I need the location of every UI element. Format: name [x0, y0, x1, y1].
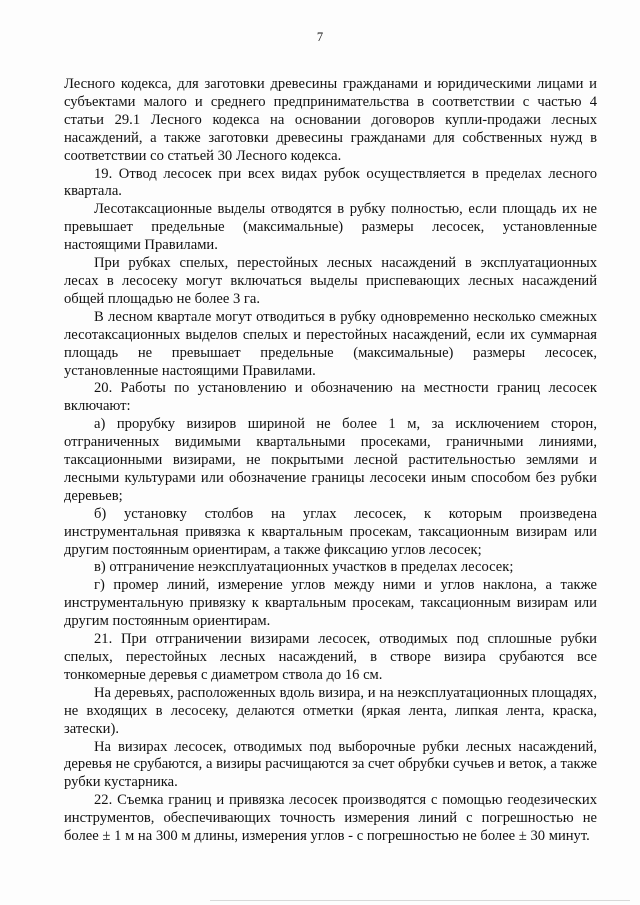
page-number: 7 — [316, 30, 324, 44]
paragraph-20-item-b: б) установку столбов на углах лесосек, к которым произведена инструментальная привязка к квартальным просекам, таксационным визирам или другим постоянным ориентирам, а также фиксацию углов лесосек; — [64, 505, 597, 558]
paragraph-20-item-g: г) промер линий, измерение углов между ними и углов наклона, а также инструментальную привязку к квартальным просекам, таксационным визирам или другим постоянным ориентирам. — [64, 577, 597, 630]
paragraph-20-item-a: а) прорубку визиров шириной не более 1 м, за исключением сторон, отграниченных видимыми квартальными просеками, граничными линиями, таксационными визирами, не покрытыми лесной растительностью землями и лесными культурами или обозначение границы лесосеки иным способом без рубки деревьев; — [64, 416, 597, 504]
paragraph-21: 21. При отграничении визирами лесосек, отводимых под сплошные рубки спелых, перестойных лесных насаждений, в створе визира срубаются все тонкомерные деревья с диаметром ствола до 16 см. — [64, 631, 597, 683]
paragraph-19-maturing-stands: При рубках спелых, перестойных лесных насаждений в эксплуатационных лесах в лесосеку могут включаться выделы приспевающих лесных насаждений общей площадью не более 3 га. — [64, 255, 597, 307]
paragraph-20: 20. Работы по установлению и обозначению на местности границ лесосек включают: — [64, 380, 597, 415]
paragraph-continuation: Лесного кодекса, для заготовки древесины гражданами и юридическими лицами и субъектами малого и среднего предпринимательства в соответствии с частью 4 статьи 29.1 Лесного кодекса на основании договоров купли-продажи лесных насаждений, а также заготовки древесины гражданами для собственных нужд в соответствии со статьей 30 Лесного кодекса. — [64, 76, 597, 164]
paragraph-21-marks: На деревьях, расположенных вдоль визира, и на неэксплуатационных площадях, не входящих в лесосеку, делаются отметки (яркая лента, липкая лента, краска, затески). — [64, 684, 597, 737]
paragraph-21-selective-cutting: На визирах лесосек, отводимых под выборочные рубки лесных насаждений, деревья не срубаются, а визиры расчищаются за счет обрубки сучьев и веток, а также рубки кустарника. — [64, 738, 597, 791]
paragraph-19-whole-allotments: Лесотаксационные выделы отводятся в рубку полностью, если площадь их не превышает предельные (максимальные) размеры лесосек, установленные настоящими Правилами. — [64, 201, 597, 254]
paragraph-20-item-v: в) отграничение неэксплуатационных участков в пределах лесосек; — [94, 559, 514, 576]
document-body — [64, 76, 597, 846]
paragraph-19-adjacent-allotments: В лесном квартале могут отводиться в рубку одновременно несколько смежных лесотаксационных выделов спелых и перестойных насаждений, если их суммарная площадь не превышает предельные (максимальные) размеры лесосек, установленные настоящими Правилами. — [64, 308, 597, 379]
scan-edge-line — [210, 900, 630, 901]
paragraph-22: 22. Съемка границ и привязка лесосек производятся с помощью геодезических инструментов, обеспечивающих точность измерения линий с погрешностью не более ± 1 м на 300 м длины, измерения углов - с погрешностью не более ± 30 минут. — [64, 792, 597, 845]
paragraph-19: 19. Отвод лесосек при всех видах рубок осуществляется в пределах лесного квартала. — [64, 165, 597, 200]
